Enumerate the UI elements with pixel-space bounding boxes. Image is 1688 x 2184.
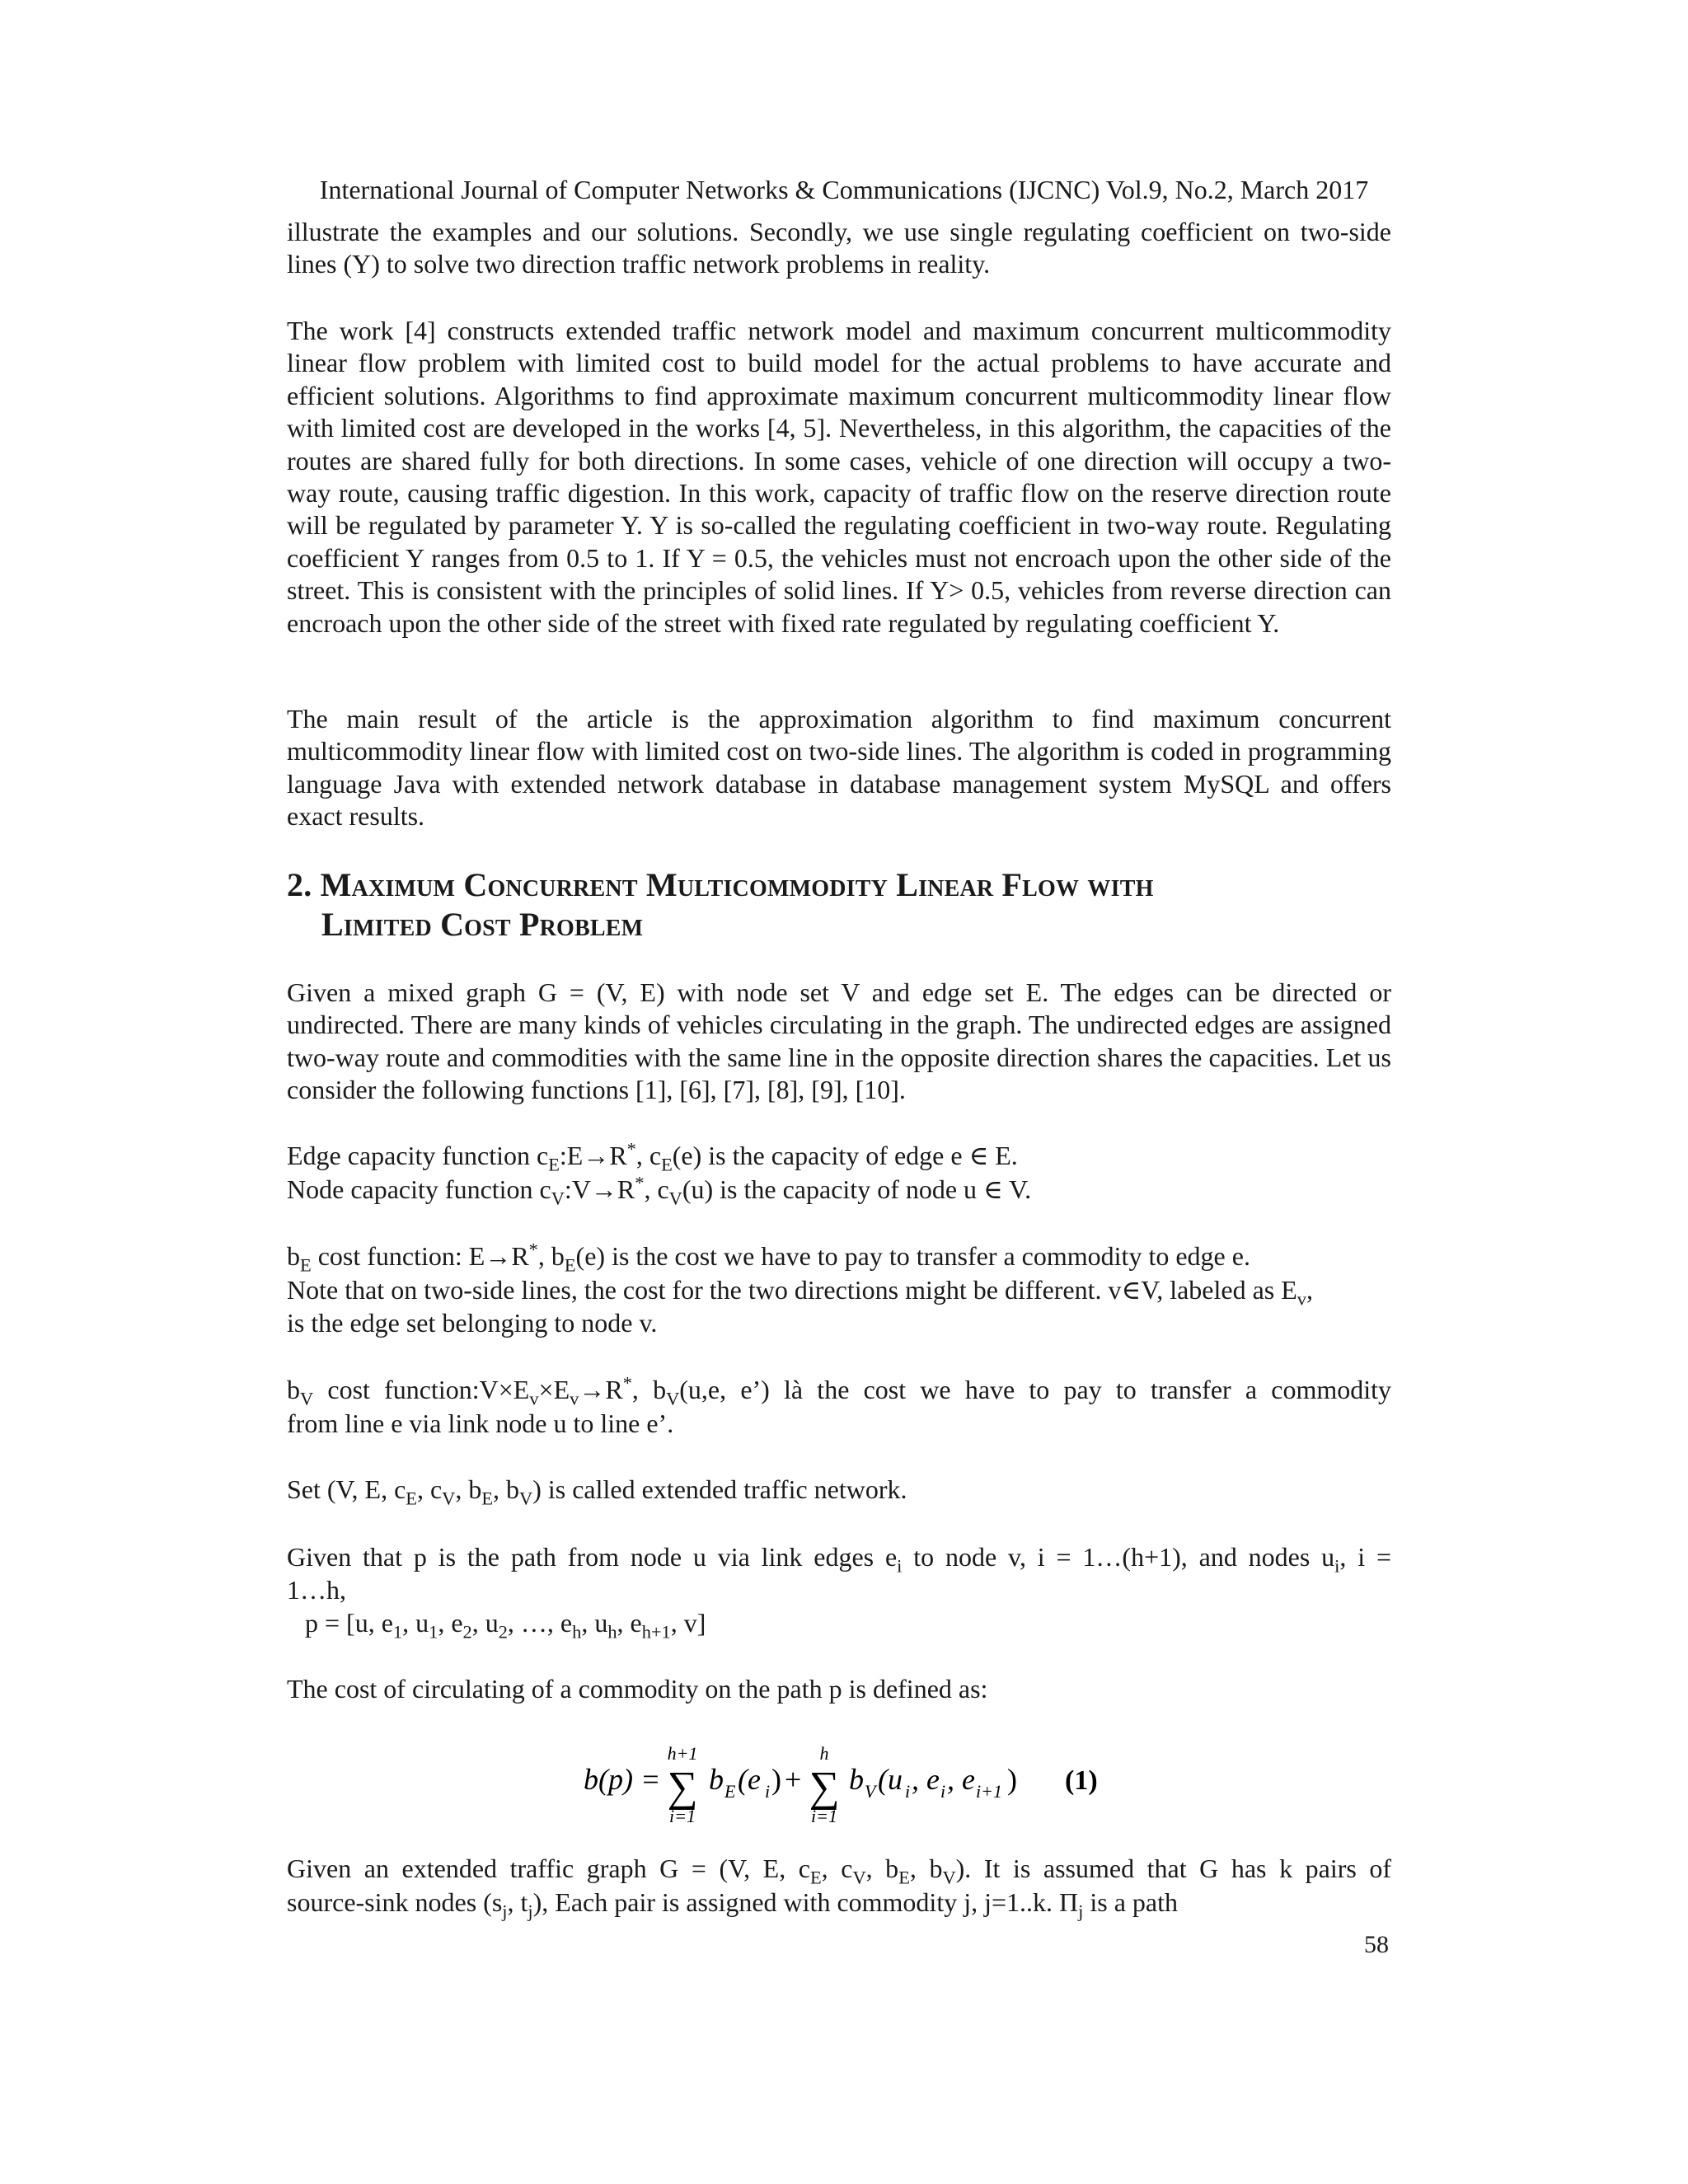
equation-lhs: b(p) =	[584, 1763, 661, 1796]
edge-capacity-definition: Edge capacity function $c_E:E\to R^*$, $c_E(e)$ is the capacity of edge e ∈ E.	[287, 1138, 1018, 1175]
page-number: 58	[1364, 1931, 1389, 1958]
sum1-sigma: ∑	[667, 1764, 698, 1811]
two-side-note: Note that on two-side lines, the cost for the two directions might be different. v∈V, labeled as $E_v$,	[287, 1275, 1313, 1310]
sum1-upper: h+1	[667, 1743, 698, 1764]
final-paragraph-line2: source-sink nodes ($s_j$, $t_j$), Each pair is assigned with commodity j, j=1..k. $\Pi_j$ is a path	[287, 1887, 1179, 1922]
term2-comma2-sub: i+1	[976, 1781, 1002, 1802]
term2-arg-sub: i	[905, 1781, 911, 1802]
section-heading-line1: 2. Maximum Concurrent Multicommodity Linear Flow with	[287, 866, 1154, 903]
path-definition: Given that p is the path from node u via link edges $e_i$ to node v, i = 1…(h+1), and nodes $u_i$, i =	[287, 1542, 1392, 1577]
term1-b: b	[709, 1763, 724, 1796]
equation-1	[577, 1735, 1154, 1825]
term2-sub: V	[865, 1781, 876, 1802]
paragraph-mixed-graph: Given a mixed graph G = (V, E) with node set V and edge set E. The edges can be directed or undirected. There are many kinds of vehicles circulating in the graph. The undirected edges are assigned two-way route and commodities with the same line in the opposite direction shares the capacities. Let us consider the following functions [1], [6], [7], [8], [9], [10].	[287, 977, 1391, 1105]
term1-close: )	[771, 1763, 781, 1796]
term2-arg: (u	[878, 1763, 903, 1796]
term2-close: )	[1007, 1763, 1017, 1796]
path-expression: p = [u, $e_1$, $u_1$, $e_2$, $u_2$, …, $e_h$, $u_h$, $e_{h+1}$, v]	[305, 1608, 706, 1643]
plus-sign: +	[785, 1763, 802, 1796]
paragraph-intro-continuation: illustrate the examples and our solutions. Secondly, we use single regulating coefficient on two-side lines (Y) to solve two direction traffic network problems in reality.	[287, 217, 1391, 279]
term2-comma1: , e	[912, 1763, 940, 1796]
sum2-lower: i=1	[811, 1806, 837, 1825]
equation-number: (1)	[1065, 1765, 1098, 1796]
term1-arg-sub: i	[765, 1781, 771, 1802]
term1-sub: E	[724, 1781, 736, 1802]
path-definition-cont: 1…h,	[287, 1575, 346, 1605]
node-cost-definition: $b_V$ cost $function:V\times E_v\times E_v\to R^*$, $b_V(u,e$, e’) là the cost we have to pay to transfer a commodity	[287, 1372, 1392, 1409]
two-side-note-cont: is the edge set belonging to node v.	[287, 1308, 658, 1338]
running-header: International Journal of Computer Networks & Communications (IJCNC) Vol.9, No.2, March 2017	[319, 175, 1369, 204]
term2-comma1-sub: i	[940, 1781, 946, 1802]
term2-comma2: , e	[947, 1763, 975, 1796]
sum2-upper: h	[819, 1743, 829, 1764]
term2-b: b	[849, 1763, 864, 1796]
edge-cost-definition: $b_E$ cost function: E→R*, $b_E(e)$ is the cost we have to pay to transfer a commodity to edge e.	[287, 1239, 1250, 1276]
cost-intro: The cost of circulating of a commodity on the path p is defined as:	[287, 1674, 988, 1704]
paragraph-main-result: The main result of the article is the approximation algorithm to find maximum concurrent multicommodity linear flow with limited cost on two-side lines. The algorithm is coded in programming language Java with extended network database in database management system MySQL and offers exact results.	[287, 704, 1391, 832]
sum1-lower: i=1	[669, 1806, 696, 1825]
paragraph-related-work: The work [4] constructs extended traffic network model and maximum concurrent multicommodity linear flow problem with limited cost to build model for the actual problems to have accurate and efficient solutions. Algorithms to find approximate maximum concurrent multicommodity linear flow with limited cost are developed in the works [4, 5]. Nevertheless, in this algorithm, the capacities of the routes are shared fully for both directions. In some cases, vehicle of one direction will occupy a two-way route, causing traffic digestion. In this work, capacity of traffic flow on the reserve direction route will be regulated by parameter Y. Y is so-called the regulating coefficient in two-way route. Regulating coefficient Y ranges from 0.5 to 1. If Y = 0.5, the vehicles must not encroach upon the other side of the street. This is consistent with the principles of solid lines. If Y> 0.5, vehicles from reverse direction can encroach upon the other side of the street with fixed rate regulated by regulating coefficient Y.	[287, 316, 1391, 638]
node-capacity-definition: Node capacity function $c_V:V\to R^*$, $c_V(u)$ is the capacity of node u ∈ V.	[287, 1172, 1032, 1209]
sum2-sigma: ∑	[809, 1764, 840, 1811]
final-paragraph-line1: Given an extended traffic graph G = (V, E, $c_E$, $c_V$, $b_E$, $b_V$). It is assumed that G has k pairs of	[287, 1854, 1392, 1888]
section-heading-line2: Limited Cost Problem	[321, 906, 644, 943]
section-heading	[287, 865, 1441, 944]
node-cost-definition-cont: from line e via link node u to line e’.	[287, 1408, 674, 1438]
extended-network-definition: Set (V, E, $c_E$, $c_V$, $b_E$, $b_V$) is called extended traffic network.	[287, 1474, 907, 1509]
term1-arg: (e	[738, 1763, 761, 1796]
